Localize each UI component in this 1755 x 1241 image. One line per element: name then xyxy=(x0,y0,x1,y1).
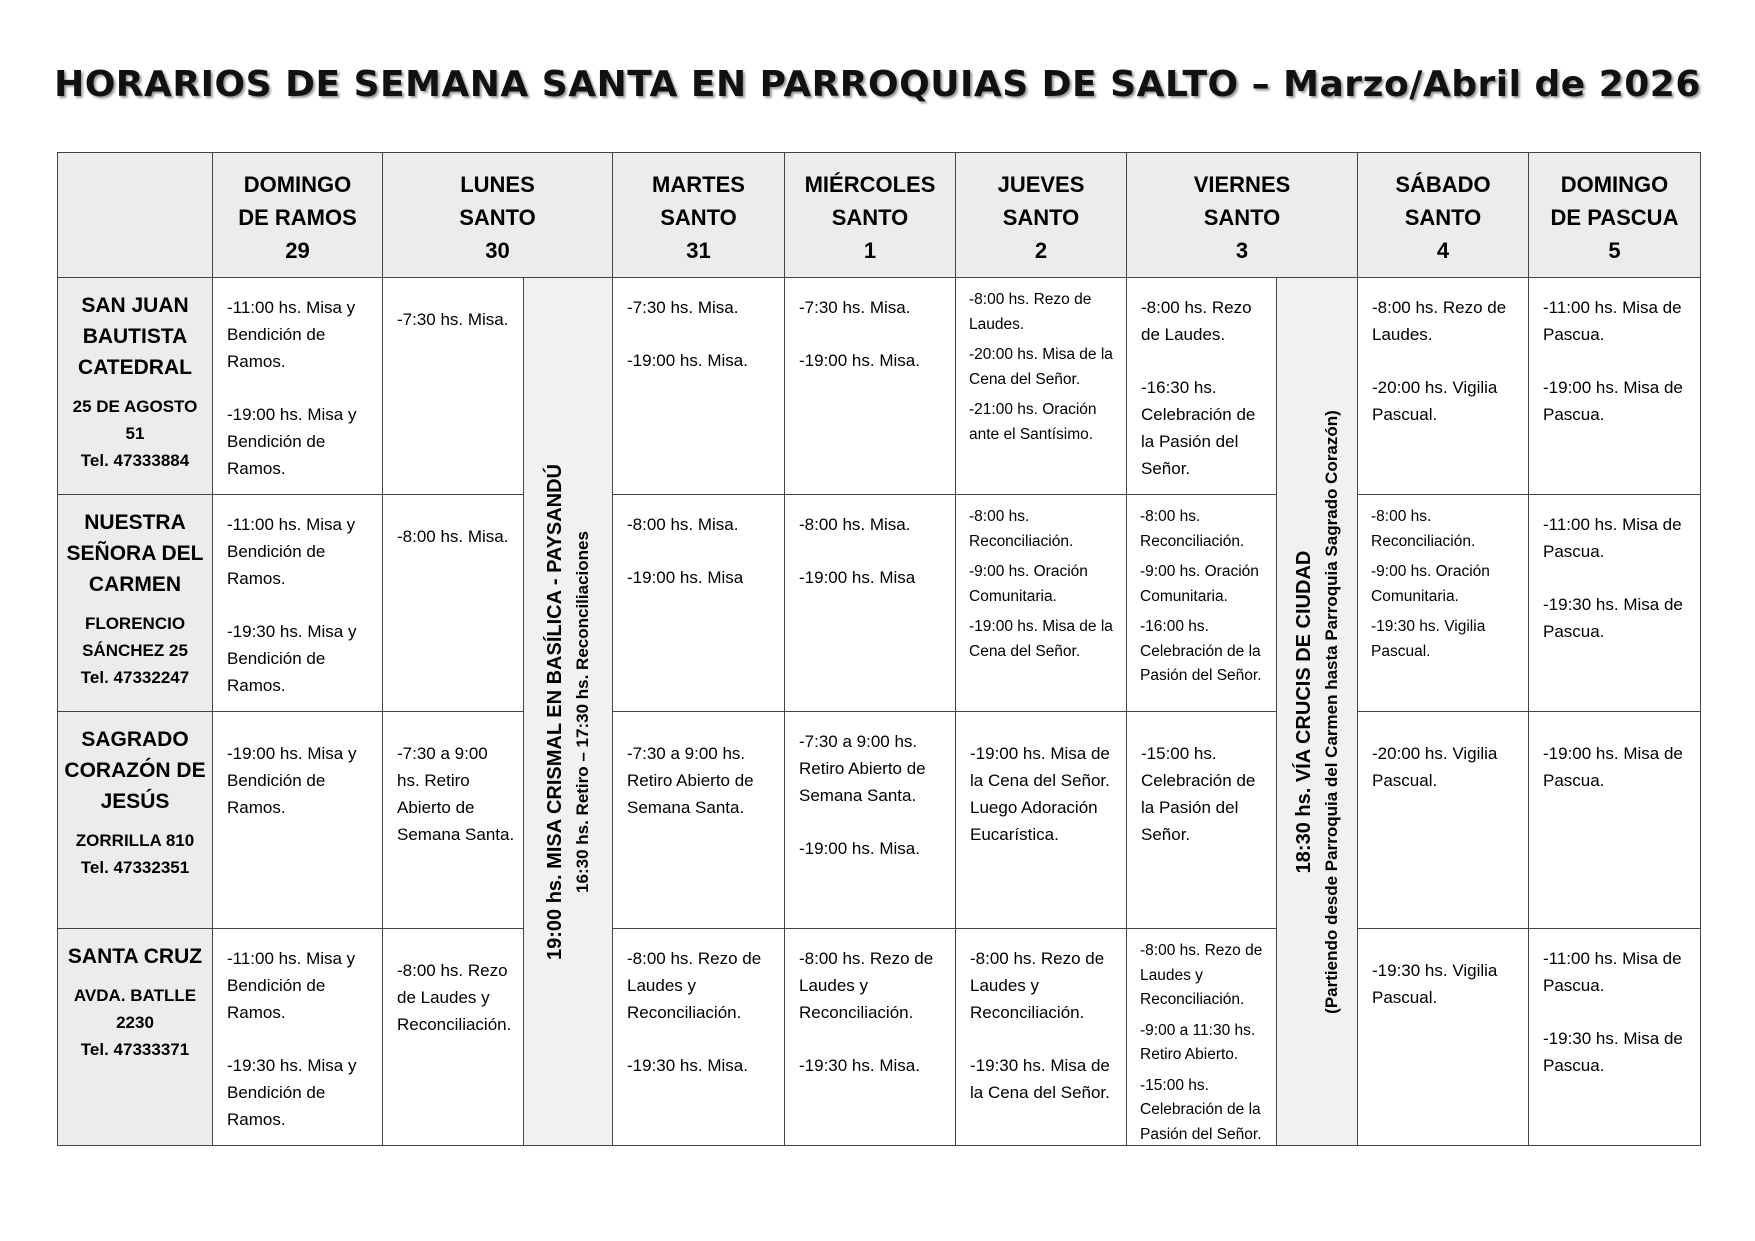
schedule-entry: -8:00 hs. Misa. xyxy=(627,515,739,534)
schedule-entry: -11:00 hs. Misa de Pascua. xyxy=(1543,298,1682,344)
schedule-cell-sabado xyxy=(1357,711,1529,929)
schedule-entry: -8:00 hs. Rezo de Laudes. xyxy=(969,291,1092,333)
schedule-cell-miercoles xyxy=(784,494,956,712)
schedule-entry: -9:00 hs. Oración Comunitaria. xyxy=(1371,563,1490,605)
day-name-line2: SANTO xyxy=(1002,205,1080,230)
day-number: 5 xyxy=(1608,238,1621,263)
page-title: HORARIOS DE SEMANA SANTA EN PARROQUIAS DE SALTO – Marzo/Abril de 2026 xyxy=(54,64,1701,105)
day-number: 31 xyxy=(686,238,711,263)
schedule-entry: -19:00 hs. Misa xyxy=(799,568,916,587)
schedule-entry: -9:00 hs. Oración Comunitaria. xyxy=(969,563,1088,605)
day-header-martes xyxy=(612,152,785,278)
parish-address: FLORENCIO SÁNCHEZ 25 xyxy=(82,614,188,660)
schedule-cell-domingo-ramos xyxy=(212,711,383,929)
parish-address: ZORRILLA 810 xyxy=(75,831,195,850)
schedule-entry: -20:00 hs. Vigilia Pascual. xyxy=(1372,378,1498,424)
schedule-entry: -7:30 a 9:00 hs. Retiro Abierto de Semana Santa. xyxy=(397,744,515,844)
schedule-cell-viernes xyxy=(1126,494,1277,712)
schedule-cell-jueves xyxy=(955,928,1127,1146)
parish-san-juan-bautista xyxy=(57,277,213,495)
parish-santa-cruz xyxy=(57,928,213,1146)
day-number: 1 xyxy=(863,238,877,263)
via-crucis-banner xyxy=(1276,277,1358,1146)
parish-phone: Tel. 47332247 xyxy=(80,668,190,687)
via-crucis-banner-text xyxy=(1289,410,1345,1014)
schedule-cell-viernes xyxy=(1126,277,1277,495)
day-name-line2: SANTO xyxy=(1404,205,1482,230)
parish-sagrado-corazon xyxy=(57,711,213,929)
schedule-entry: -11:00 hs. Misa de Pascua. xyxy=(1543,949,1682,995)
schedule-entry: -15:00 hs. Celebración de la Pasión del Señor. xyxy=(1140,1076,1262,1143)
day-name-line2: SANTO xyxy=(831,205,909,230)
schedule-entry: -19:00 hs. Misa xyxy=(627,568,744,587)
misa-crismal-banner-text xyxy=(540,463,596,959)
day-header-miercoles xyxy=(784,152,956,278)
schedule-entry: -7:30 a 9:00 hs. Retiro Abierto de Semana Santa. xyxy=(627,744,754,817)
schedule-entry: -7:30 a 9:00 hs. Retiro Abierto de Semana Santa. xyxy=(799,732,926,805)
parish-phone: Tel. 47332351 xyxy=(80,858,190,877)
schedule-cell-viernes xyxy=(1126,928,1277,1146)
schedule-entry: -11:00 hs. Misa y Bendición de Ramos. xyxy=(227,949,356,1022)
schedule-cell-jueves xyxy=(955,711,1127,929)
schedule-cell-lunes xyxy=(382,277,524,495)
schedule-entry: -8:00 hs. Rezo de Laudes y Reconciliación. xyxy=(397,961,512,1034)
via-crucis-banner-line2: (Partiendo desde Parroquia del Carmen hasta Parroquia Sagrado Corazón) xyxy=(1322,409,1341,1014)
parish-address: 25 DE AGOSTO 51 xyxy=(72,397,198,443)
parish-phone: Tel. 47333884 xyxy=(80,451,190,470)
schedule-entry: -16:00 hs. Celebración de la Pasión del Señor. xyxy=(1140,618,1262,684)
schedule-entry: -9:00 a 11:30 hs. Retiro Abierto. xyxy=(1140,1021,1256,1063)
day-number: 4 xyxy=(1436,238,1450,263)
schedule-entry: -19:30 hs. Misa y Bendición de Ramos. xyxy=(227,622,357,695)
misa-crismal-banner-line2: 16:30 hs. Retiro – 17:30 hs. Reconciliaciones xyxy=(573,530,592,893)
schedule-cell-martes xyxy=(612,277,785,495)
schedule-entry: -7:30 hs. Misa. xyxy=(799,298,911,317)
schedule-entry: -19:00 hs. Misa y Bendición de Ramos. xyxy=(227,405,357,478)
schedule-cell-sabado xyxy=(1357,277,1529,495)
schedule-entry: -11:00 hs. Misa de Pascua. xyxy=(1543,515,1682,561)
day-name-line2: SANTO xyxy=(1203,205,1281,230)
day-number: 29 xyxy=(285,238,310,263)
schedule-entry: -7:30 hs. Misa. xyxy=(397,310,509,329)
schedule-entry: -8:00 hs. Rezo de Laudes. xyxy=(1372,298,1507,344)
schedule-entry: -19:00 hs. Misa. xyxy=(799,839,920,858)
schedule-entry: -8:00 hs. Rezo de Laudes y Reconciliación. xyxy=(1140,942,1263,1008)
schedule-cell-domingo-ramos xyxy=(212,277,383,495)
parish-phone: Tel. 47333371 xyxy=(80,1040,190,1059)
day-number: 2 xyxy=(1034,238,1048,263)
schedule-cell-miercoles xyxy=(784,277,956,495)
table-corner xyxy=(57,152,213,278)
schedule-entry: -8:00 hs. Misa. xyxy=(799,515,911,534)
schedule-entry: -8:00 hs. Rezo de Laudes. xyxy=(1141,298,1252,344)
day-name-line1: MIÉRCOLES xyxy=(804,172,936,197)
parish-name: SAN JUAN BAUTISTA CATEDRAL xyxy=(78,294,192,379)
schedule-entry: -19:00 hs. Misa de la Cena del Señor. xyxy=(969,618,1113,660)
parish-name: SAGRADO CORAZÓN DE JESÚS xyxy=(64,728,206,813)
schedule-entry: -19:00 hs. Misa de Pascua. xyxy=(1543,378,1683,424)
parish-nuestra-senora-del-carmen xyxy=(57,494,213,712)
schedule-cell-martes xyxy=(612,928,785,1146)
schedule-cell-miercoles xyxy=(784,928,956,1146)
schedule-cell-domingo-pascua xyxy=(1528,928,1701,1146)
day-header-domingo-pascua xyxy=(1528,152,1701,278)
day-header-viernes xyxy=(1126,152,1358,278)
schedule-entry: -8:00 hs. Rezo de Laudes y Reconciliación. xyxy=(970,949,1105,1022)
schedule-cell-martes xyxy=(612,711,785,929)
schedule-entry: -11:00 hs. Misa y Bendición de Ramos. xyxy=(227,515,356,588)
schedule-entry: -19:30 hs. Misa y Bendición de Ramos. xyxy=(227,1056,357,1129)
day-name-line2: DE PASCUA xyxy=(1550,205,1679,230)
schedule-cell-viernes xyxy=(1126,711,1277,929)
schedule-cell-jueves xyxy=(955,277,1127,495)
day-header-jueves xyxy=(955,152,1127,278)
schedule-entry: -19:00 hs. Misa. xyxy=(627,351,748,370)
day-number: 30 xyxy=(485,238,510,263)
schedule-entry: -8:00 hs. Reconciliación. xyxy=(1140,508,1245,550)
schedule-entry: -19:00 hs. Misa de la Cena del Señor. Luego Adoración Eucarística. xyxy=(970,744,1110,844)
schedule-cell-domingo-ramos xyxy=(212,494,383,712)
via-crucis-banner-line1: 18:30 hs. VÍA CRUCIS DE CIUDAD xyxy=(1293,550,1315,873)
schedule-entry: -15:00 hs. Celebración de la Pasión del Señor. xyxy=(1141,744,1256,844)
schedule-entry: -16:30 hs. Celebración de la Pasión del Señor. xyxy=(1141,378,1256,478)
parish-name: NUESTRA SEÑORA DEL CARMEN xyxy=(66,511,204,596)
schedule-cell-sabado xyxy=(1357,494,1529,712)
day-header-sabado xyxy=(1357,152,1529,278)
schedule-cell-domingo-pascua xyxy=(1528,494,1701,712)
schedule-cell-lunes xyxy=(382,928,524,1146)
schedule-entry: -8:00 hs. Misa. xyxy=(397,527,509,546)
schedule-entry: -20:00 hs. Vigilia Pascual. xyxy=(1372,744,1498,790)
schedule-entry: -21:00 hs. Oración ante el Santísimo. xyxy=(969,401,1097,443)
misa-crismal-banner xyxy=(523,277,613,1146)
schedule-cell-sabado xyxy=(1357,928,1529,1146)
day-number: 3 xyxy=(1235,238,1249,263)
schedule-entry: -19:00 hs. Misa. xyxy=(799,351,920,370)
day-name-line1: DOMINGO xyxy=(243,172,352,197)
schedule-entry: -19:00 hs. Misa de Pascua. xyxy=(1543,744,1683,790)
schedule-entry: -19:30 hs. Misa. xyxy=(799,1056,920,1075)
day-name-line1: VIERNES xyxy=(1193,172,1291,197)
schedule-entry: -19:30 hs. Misa de Pascua. xyxy=(1543,595,1683,641)
schedule-entry: -11:00 hs. Misa y Bendición de Ramos. xyxy=(227,298,356,371)
schedule-cell-jueves xyxy=(955,494,1127,712)
day-name-line1: MARTES xyxy=(652,172,745,197)
schedule-entry: -8:00 hs. Rezo de Laudes y Reconciliación. xyxy=(627,949,762,1022)
schedule-entry: -19:30 hs. Misa de Pascua. xyxy=(1543,1029,1683,1075)
schedule-entry: -8:00 hs. Reconciliación. xyxy=(969,508,1074,550)
schedule-entry: -9:00 hs. Oración Comunitaria. xyxy=(1140,563,1259,605)
schedule-entry: -19:30 hs. Misa de la Cena del Señor. xyxy=(970,1056,1110,1102)
schedule-cell-lunes xyxy=(382,494,524,712)
schedule-cell-lunes xyxy=(382,711,524,929)
schedule-entry: -8:00 hs. Reconciliación. xyxy=(1371,508,1476,550)
day-name-line1: DOMINGO xyxy=(1560,172,1669,197)
day-header-domingo-ramos xyxy=(212,152,383,278)
schedule-cell-domingo-pascua xyxy=(1528,277,1701,495)
schedule-entry: -19:30 hs. Vigilia Pascual. xyxy=(1371,618,1486,660)
day-header-lunes xyxy=(382,152,613,278)
day-name-line1: SÁBADO xyxy=(1395,172,1491,197)
schedule-cell-martes xyxy=(612,494,785,712)
schedule-entry: -20:00 hs. Misa de la Cena del Señor. xyxy=(969,346,1113,388)
schedule-entry: -19:30 hs. Vigilia Pascual. xyxy=(1372,961,1498,1007)
day-name-line1: LUNES xyxy=(460,172,535,197)
parish-name: SANTA CRUZ xyxy=(67,945,203,968)
schedule-cell-domingo-ramos xyxy=(212,928,383,1146)
schedule-entry: -8:00 hs. Rezo de Laudes y Reconciliación. xyxy=(799,949,934,1022)
day-name-line2: DE RAMOS xyxy=(238,205,357,230)
schedule-entry: -19:30 hs. Misa. xyxy=(627,1056,748,1075)
day-name-line2: SANTO xyxy=(459,205,536,230)
day-name-line1: JUEVES xyxy=(997,172,1085,197)
day-name-line2: SANTO xyxy=(660,205,737,230)
schedule-entry: -19:00 hs. Misa y Bendición de Ramos. xyxy=(227,744,357,817)
schedule-cell-miercoles xyxy=(784,711,956,929)
schedule-entry: -7:30 hs. Misa. xyxy=(627,298,739,317)
schedule-cell-domingo-pascua xyxy=(1528,711,1701,929)
misa-crismal-banner-line1: 19:00 hs. MISA CRISMAL EN BASÍLICA - PAYSANDÚ xyxy=(544,463,566,960)
parish-address: AVDA. BATLLE 2230 xyxy=(73,986,197,1032)
